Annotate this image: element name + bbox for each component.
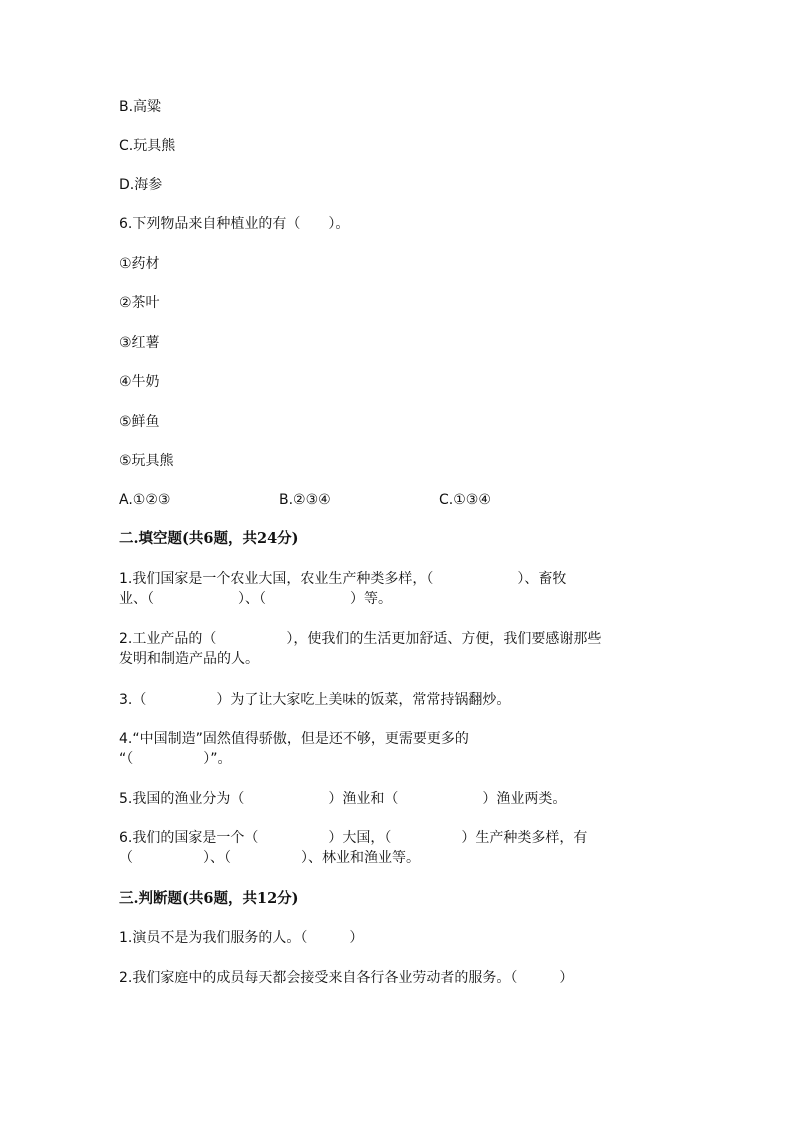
- s3-q1: 1.演员不是为我们服务的人。（ ）: [119, 930, 364, 946]
- s2-q4-line1: 4.“中国制造”固然值得骄傲，但是还不够，更需要更多的: [119, 731, 469, 747]
- q6-item-5: ⑤鲜鱼: [119, 414, 160, 430]
- s3-q2: 2.我们家庭中的成员每天都会接受来自各行各业劳动者的服务。（ ）: [119, 970, 574, 986]
- s2-q1-line1: 1.我们国家是一个农业大国，农业生产种类多样，（ ）、畜牧: [119, 571, 567, 587]
- q6-choice-b: B.②③④: [279, 492, 331, 508]
- s2-q6-line1: 6.我们的国家是一个（ ）大国，（ ）生产种类多样，有: [119, 830, 588, 846]
- q6-item-6: ⑤玩具熊: [119, 453, 174, 469]
- s2-q2-line1: 2.工业产品的（ ），使我们的生活更加舒适、方便，我们要感谢那些: [119, 631, 602, 647]
- q6-stem: 6.下列物品来自种植业的有（ ）。: [119, 216, 350, 232]
- q6-item-4: ④牛奶: [119, 374, 160, 390]
- section2-title: 二.填空题(共6题，共24分): [119, 530, 299, 547]
- s2-q6-line2: （ ）、（ ）、林业和渔业等。: [119, 850, 420, 866]
- prev-option-d: D.海参: [119, 177, 163, 193]
- q6-item-3: ③红薯: [119, 335, 160, 351]
- s2-q3: 3.（ ）为了让大家吃上美味的饭菜，常常持锅翻炒。: [119, 692, 511, 708]
- s2-q5: 5.我国的渔业分为（ ）渔业和（ ）渔业两类。: [119, 791, 567, 807]
- q6-choice-c: C.①③④: [439, 492, 491, 508]
- prev-option-b: B.高粱: [119, 99, 162, 115]
- prev-option-c: C.玩具熊: [119, 138, 176, 154]
- q6-choice-a: A.①②③: [119, 492, 171, 508]
- s2-q1-line2: 业、（ ）、（ ）等。: [119, 591, 392, 607]
- q6-item-2: ②茶叶: [119, 295, 160, 311]
- s2-q4-line2: “（ ）”。: [119, 751, 232, 767]
- q6-item-1: ①药材: [119, 256, 160, 272]
- q6-choices: [119, 490, 679, 510]
- s2-q2-line2: 发明和制造产品的人。: [119, 651, 259, 667]
- section3-title: 三.判断题(共6题，共12分): [119, 890, 299, 907]
